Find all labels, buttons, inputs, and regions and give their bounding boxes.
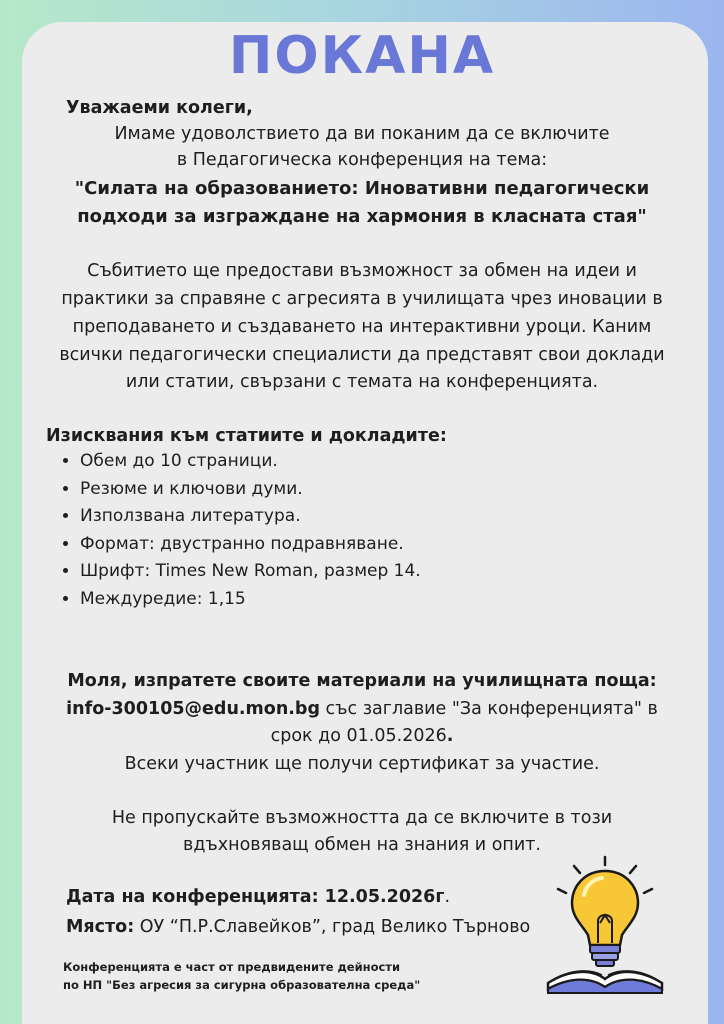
submission-line-2-rest: със заглавие "За конференцията" в — [319, 699, 658, 719]
description-line-4: всички педагогически специалисти да представят свои доклади — [59, 345, 665, 365]
intro-line-2: в Педагогическа конференция на тема: — [176, 150, 548, 170]
date-label: Дата на конференцията: 12.05.2026г — [66, 887, 445, 907]
description-line-1: Събитието ще предостави възможност за обмен на идеи и — [87, 261, 637, 281]
closing-line-1: Не пропускайте възможността да се включите в този — [111, 808, 613, 828]
topic-line-1: "Силата на образованието: Иновативни педагогически — [74, 178, 650, 199]
submission-line-3 — [0, 724, 724, 748]
footnote-line-1: Конференцията е част от предвидените дейности — [63, 960, 401, 974]
list-item: • Междуредие: 1,15 — [80, 586, 421, 614]
deadline-text: срок до 01.05.2026 — [270, 726, 447, 746]
list-item: • Обем до 10 страници. — [80, 448, 421, 476]
list-item: • Шрифт: Times New Roman, размер 14. — [80, 558, 421, 586]
list-item: • Резюме и ключови думи. — [80, 476, 421, 504]
closing-line-2: вдъхновяващ обмен на знания и опит. — [183, 835, 541, 855]
requirements-heading: Изисквания към статиите и докладите: — [46, 426, 447, 446]
description-line-5: или статии, свързани с темата на конференцията. — [125, 372, 599, 392]
place-value: ОУ “П.Р.Славейков”, град Велико Търново — [134, 917, 531, 937]
list-item: • Използвана литература. — [80, 503, 421, 531]
date-suffix: . — [444, 887, 451, 907]
intro-line-1: Имаме удоволствието да ви поканим да се включите — [114, 124, 610, 144]
conference-date — [66, 885, 450, 909]
page-title: ПОКАНА — [228, 26, 496, 86]
description-line-2: практики за справяне с агресията в училищата чрез иновации в — [61, 289, 663, 309]
submission-line-4: Всеки участник ще получи сертификат за участие. — [124, 754, 600, 774]
place-label: Място: — [66, 917, 135, 937]
submission-line-2 — [0, 697, 724, 721]
conference-place — [66, 915, 530, 939]
email-address: info-300105@edu.mon.bg — [66, 699, 320, 719]
requirements-list — [58, 448, 421, 613]
lightbulb-book-icon — [540, 855, 670, 995]
greeting: Уважаеми колеги, — [66, 98, 253, 118]
deadline-period: . — [446, 726, 454, 746]
footnote-line-2: по НП "Без агресия за сигурна образователна среда" — [63, 978, 421, 992]
list-item: • Формат: двустранно подравняване. — [80, 531, 421, 559]
submission-line-1: Моля, изпратете своите материали на училищната поща: — [67, 671, 657, 691]
description-line-3: преподаването и създаването на интерактивни уроци. Каним — [72, 317, 652, 337]
topic-line-2: подходи за изграждане на хармония в класната стая" — [77, 206, 647, 227]
